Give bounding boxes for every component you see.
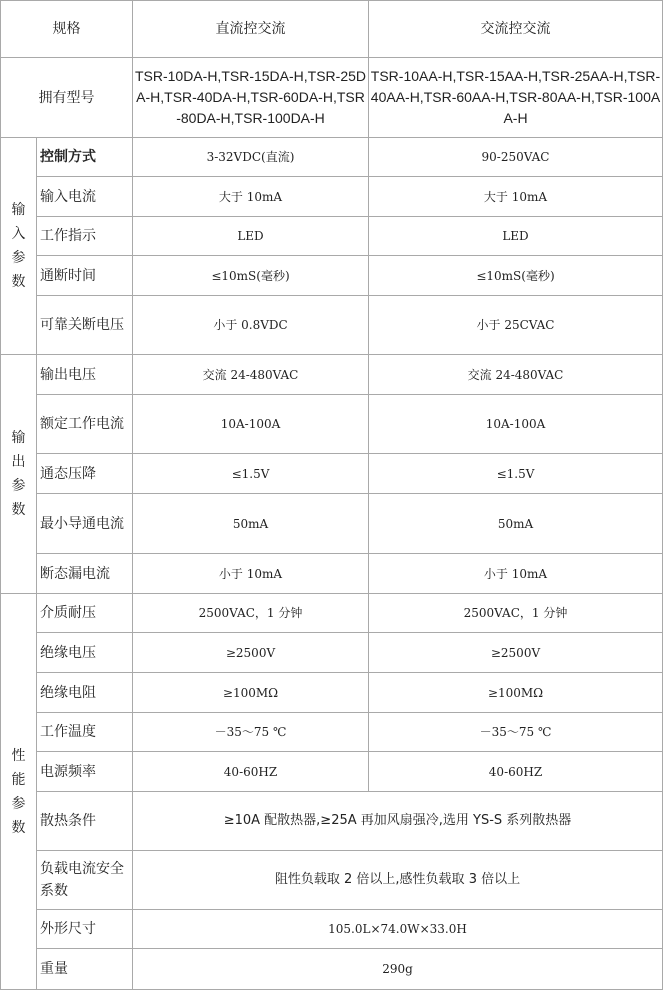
dc-value: 40-60HZ: [133, 752, 369, 792]
table-row: [1, 454, 663, 494]
param-label: 散热条件: [37, 792, 133, 851]
models-ac: TSR-10AA-H,TSR-15AA-H,TSR-25AA-H,TSR-40AA-H,TSR-60AA-H,TSR-80AA-H,TSR-100AA-H: [369, 58, 663, 138]
param-label: 通态压降: [37, 454, 133, 494]
dc-value: 大于 10mA: [133, 177, 369, 217]
param-label: 外形尺寸: [37, 910, 133, 949]
dc-value: 交流 24-480VAC: [133, 355, 369, 395]
table-row: [1, 138, 663, 177]
ac-value: 交流 24-480VAC: [369, 355, 663, 395]
param-label: 绝缘电压: [37, 633, 133, 673]
table-row: [1, 949, 663, 990]
table-row: [1, 494, 663, 554]
param-label: 输入电流: [37, 177, 133, 217]
param-label: 负载电流安全系数: [37, 851, 133, 910]
table-row: [1, 256, 663, 296]
models-row: [1, 58, 663, 138]
ac-value: 2500VAC，1 分钟: [369, 594, 663, 633]
header-spec: 规格: [1, 1, 133, 58]
models-label: 拥有型号: [1, 58, 133, 138]
param-label: 工作指示: [37, 217, 133, 256]
param-label: 通断时间: [37, 256, 133, 296]
dc-value: ≤10mS(毫秒): [133, 256, 369, 296]
table-row: [1, 673, 663, 713]
param-label: 额定工作电流: [37, 395, 133, 454]
table-row: [1, 395, 663, 454]
group-input-label: 输 入 参 数: [1, 138, 37, 355]
dc-value: ≥100MΩ: [133, 673, 369, 713]
ac-value: 50mA: [369, 494, 663, 554]
table-row: [1, 752, 663, 792]
header-dc-to-ac: 直流控交流: [133, 1, 369, 58]
param-label: 绝缘电阻: [37, 673, 133, 713]
group-performance-label: 性 能 参 数: [1, 594, 37, 990]
shared-value: 105.0L×74.0W×33.0H: [133, 910, 663, 949]
shared-value: 阻性负载取 2 倍以上,感性负载取 3 倍以上: [133, 851, 663, 910]
param-label: 重量: [37, 949, 133, 990]
ac-value: 10A-100A: [369, 395, 663, 454]
dc-value: 3-32VDC(直流): [133, 138, 369, 177]
param-label: 输出电压: [37, 355, 133, 395]
dc-value: 小于 0.8VDC: [133, 296, 369, 355]
param-label: 电源频率: [37, 752, 133, 792]
dc-value: －35～75 ℃: [133, 713, 369, 752]
table-row: [1, 851, 663, 910]
ac-value: －35～75 ℃: [369, 713, 663, 752]
table-row: [1, 594, 663, 633]
table-row: [1, 296, 663, 355]
dc-value: 小于 10mA: [133, 554, 369, 594]
param-label: 工作温度: [37, 713, 133, 752]
ac-value: 小于 10mA: [369, 554, 663, 594]
param-label: 最小导通电流: [37, 494, 133, 554]
table-row: [1, 355, 663, 395]
group-output-label: 输 出 参 数: [1, 355, 37, 594]
table-row: [1, 633, 663, 673]
param-label: 断态漏电流: [37, 554, 133, 594]
header-ac-to-ac: 交流控交流: [369, 1, 663, 58]
table-row: [1, 910, 663, 949]
ac-value: ≤1.5V: [369, 454, 663, 494]
param-label: 介质耐压: [37, 594, 133, 633]
dc-value: 10A-100A: [133, 395, 369, 454]
ac-value: 90-250VAC: [369, 138, 663, 177]
dc-value: ≤1.5V: [133, 454, 369, 494]
shared-value: 290g: [133, 949, 663, 990]
table-row: [1, 217, 663, 256]
dc-value: 2500VAC，1 分钟: [133, 594, 369, 633]
ac-value: ≤10mS(毫秒): [369, 256, 663, 296]
param-label: 可靠关断电压: [37, 296, 133, 355]
table-row: [1, 177, 663, 217]
param-label: 控制方式: [37, 138, 133, 177]
table-row: [1, 792, 663, 851]
ac-value: ≥100MΩ: [369, 673, 663, 713]
ac-value: 大于 10mA: [369, 177, 663, 217]
dc-value: ≥2500V: [133, 633, 369, 673]
header-row: [1, 1, 663, 58]
models-dc: TSR-10DA-H,TSR-15DA-H,TSR-25DA-H,TSR-40DA-H,TSR-60DA-H,TSR-80DA-H,TSR-100DA-H: [133, 58, 369, 138]
table-row: [1, 713, 663, 752]
ac-value: 40-60HZ: [369, 752, 663, 792]
dc-value: LED: [133, 217, 369, 256]
ac-value: ≥2500V: [369, 633, 663, 673]
table-row: [1, 554, 663, 594]
ac-value: LED: [369, 217, 663, 256]
shared-value: ≥10A 配散热器,≥25A 再加风扇强冷,选用 YS-S 系列散热器: [133, 792, 663, 851]
dc-value: 50mA: [133, 494, 369, 554]
ac-value: 小于 25CVAC: [369, 296, 663, 355]
